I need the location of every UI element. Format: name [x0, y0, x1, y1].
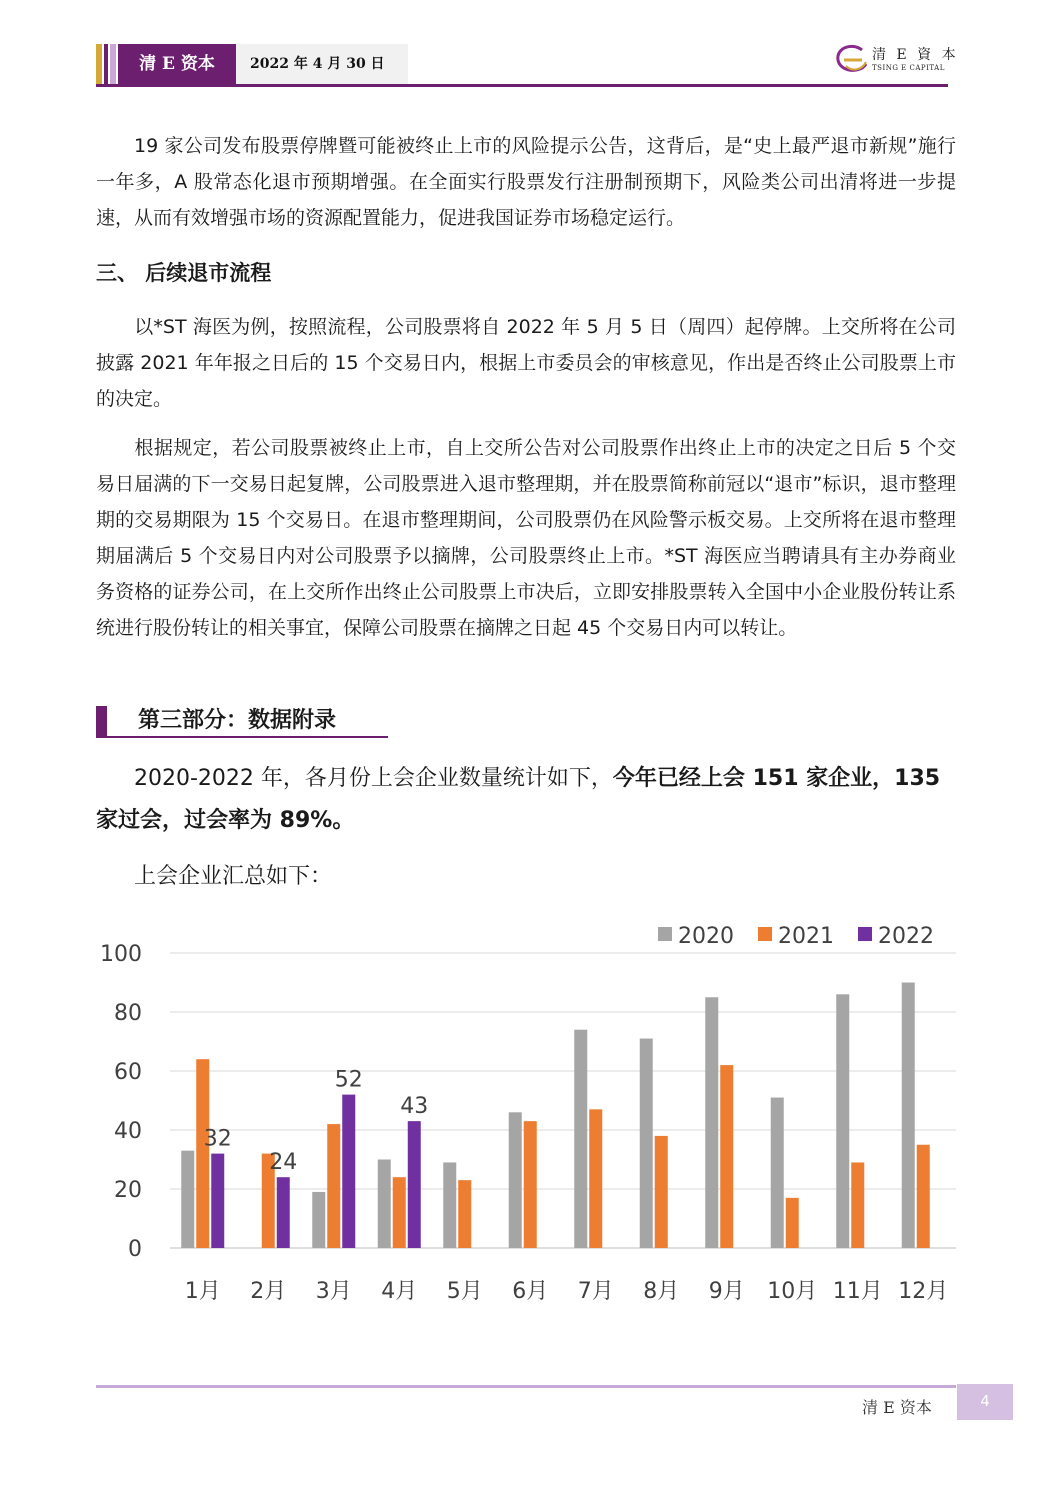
bar-2020	[705, 997, 718, 1248]
bar-2022	[277, 1177, 290, 1248]
footer-rule	[96, 1385, 956, 1388]
bar-2021	[917, 1145, 930, 1248]
x-tick-label: 9月	[708, 1279, 745, 1304]
bar-2021	[655, 1136, 668, 1248]
bar-2021	[458, 1180, 471, 1248]
footer-brand: 清 E 资本	[862, 1398, 932, 1417]
bar-2020	[312, 1192, 325, 1248]
logo-subtitle: TSING E CAPITAL	[872, 64, 945, 72]
heading-followup-delisting: 三、 后续退市流程	[96, 261, 272, 285]
legend-label: 2020	[678, 924, 734, 949]
bar-2020	[378, 1160, 391, 1249]
data-label: 32	[203, 1126, 232, 1152]
bar-2020	[640, 1039, 653, 1248]
x-tick-label: 11月	[832, 1279, 883, 1304]
bar-2020	[902, 983, 915, 1249]
data-label: 52	[334, 1067, 363, 1093]
legend-swatch-2021	[758, 927, 772, 941]
x-tick-label: 6月	[512, 1279, 549, 1304]
y-tick-label: 0	[128, 1237, 142, 1262]
x-tick-label: 5月	[446, 1279, 483, 1304]
bar-2021	[851, 1162, 864, 1248]
section-title: 第三部分：数据附录	[138, 708, 337, 733]
header-rule	[96, 84, 948, 87]
x-tick-label: 4月	[381, 1279, 418, 1304]
x-tick-label: 12月	[898, 1279, 949, 1304]
y-tick-label: 20	[114, 1178, 142, 1203]
x-tick-label: 1月	[184, 1279, 221, 1304]
bar-2021	[393, 1177, 406, 1248]
legend-label: 2021	[778, 924, 834, 949]
bar-2021	[196, 1059, 209, 1248]
header-stripe-lilac	[110, 44, 116, 84]
bar-2021	[720, 1065, 733, 1248]
legend-swatch-2020	[658, 927, 672, 941]
bar-2021	[524, 1121, 537, 1248]
legend-swatch-2022	[858, 927, 872, 941]
paragraph-2: 以*ST 海医为例，按照流程，公司股票将自 2022 年 5 月 5 日（周四）起停牌。上交所将在公司披露 2021 年年报之日后的 15 个交易日内，根据上市委员会的审核意见，作出是否终止公司股票上市的决定。	[96, 316, 956, 410]
summary-intro: 上会企业汇总如下：	[134, 864, 333, 889]
bar-2021	[327, 1124, 340, 1248]
page-number: 4	[957, 1384, 1013, 1420]
header-stripe-purple	[104, 44, 108, 84]
y-tick-label: 100	[100, 942, 142, 967]
logo-text: 清 E 資 本	[872, 47, 959, 63]
y-tick-label: 80	[114, 1001, 142, 1026]
bar-2020	[771, 1098, 784, 1248]
bar-2021	[786, 1198, 799, 1248]
bar-2020	[181, 1151, 194, 1248]
section-underline	[96, 736, 388, 738]
data-label: 43	[400, 1094, 429, 1120]
y-tick-label: 60	[114, 1060, 142, 1085]
stat-highlight: 今年已经上会 151 家企业，135 家过会，过会率为 89%。	[96, 766, 941, 833]
monthly-bar-chart	[80, 905, 970, 1325]
bar-2022	[342, 1095, 355, 1248]
data-label: 24	[269, 1150, 298, 1176]
bar-2020	[509, 1112, 522, 1248]
x-tick-label: 2月	[250, 1279, 287, 1304]
company-logo-icon	[832, 42, 872, 76]
y-tick-label: 40	[114, 1119, 142, 1144]
bar-2021	[589, 1109, 602, 1248]
bar-2020	[836, 994, 849, 1248]
bar-2020	[574, 1030, 587, 1248]
bar-2022	[211, 1154, 224, 1248]
stat-paragraph: 2020-2022 年，各月份上会企业数量统计如下，今年已经上会 151 家企业，135 家过会，过会率为 89%。	[96, 766, 941, 833]
bar-2022	[408, 1121, 421, 1248]
paragraph-3: 根据规定，若公司股票被终止上市，自上交所公告对公司股票作出终止上市的决定之日后 5 个交易日届满的下一交易日起复牌，公司股票进入退市整理期，并在股票简称前冠以“退市”标识，退市整理期的交易期限为 15 个交易日。在退市整理期间，公司股票仍在风险警示板交易。上交所将在退市整理期届满后 5 个交易日内对公司股票予以摘牌，公司股票终止上市。*ST 海医应当聘请具有主办券商业务资格的证券公司，在上交所作出终止公司股票上市决后，立即安排股票转入全国中小企业股份转让系统进行股份转让的相关事宜，保障公司股票在摘牌之日起 45 个交易日内可以转让。	[96, 437, 956, 639]
header-stripe-gold	[96, 44, 102, 84]
x-tick-label: 3月	[315, 1279, 352, 1304]
section-marker	[96, 706, 107, 736]
header-date: 2022 年 4 月 30 日	[236, 44, 408, 84]
bar-2020	[443, 1162, 456, 1248]
x-tick-label: 10月	[767, 1279, 818, 1304]
paragraph-1: 19 家公司发布股票停牌暨可能被终止上市的风险提示公告，这背后，是“史上最严退市新规”施行一年多，A 股常态化退市预期增强。在全面实行股票发行注册制预期下，风险类公司出清将进一步提速，从而有效增强市场的资源配置能力，促进我国证券市场稳定运行。	[96, 135, 956, 229]
x-tick-label: 7月	[577, 1279, 614, 1304]
x-tick-label: 8月	[643, 1279, 680, 1304]
header-brand: 清 E 资本	[118, 44, 236, 84]
legend-label: 2022	[878, 924, 934, 949]
